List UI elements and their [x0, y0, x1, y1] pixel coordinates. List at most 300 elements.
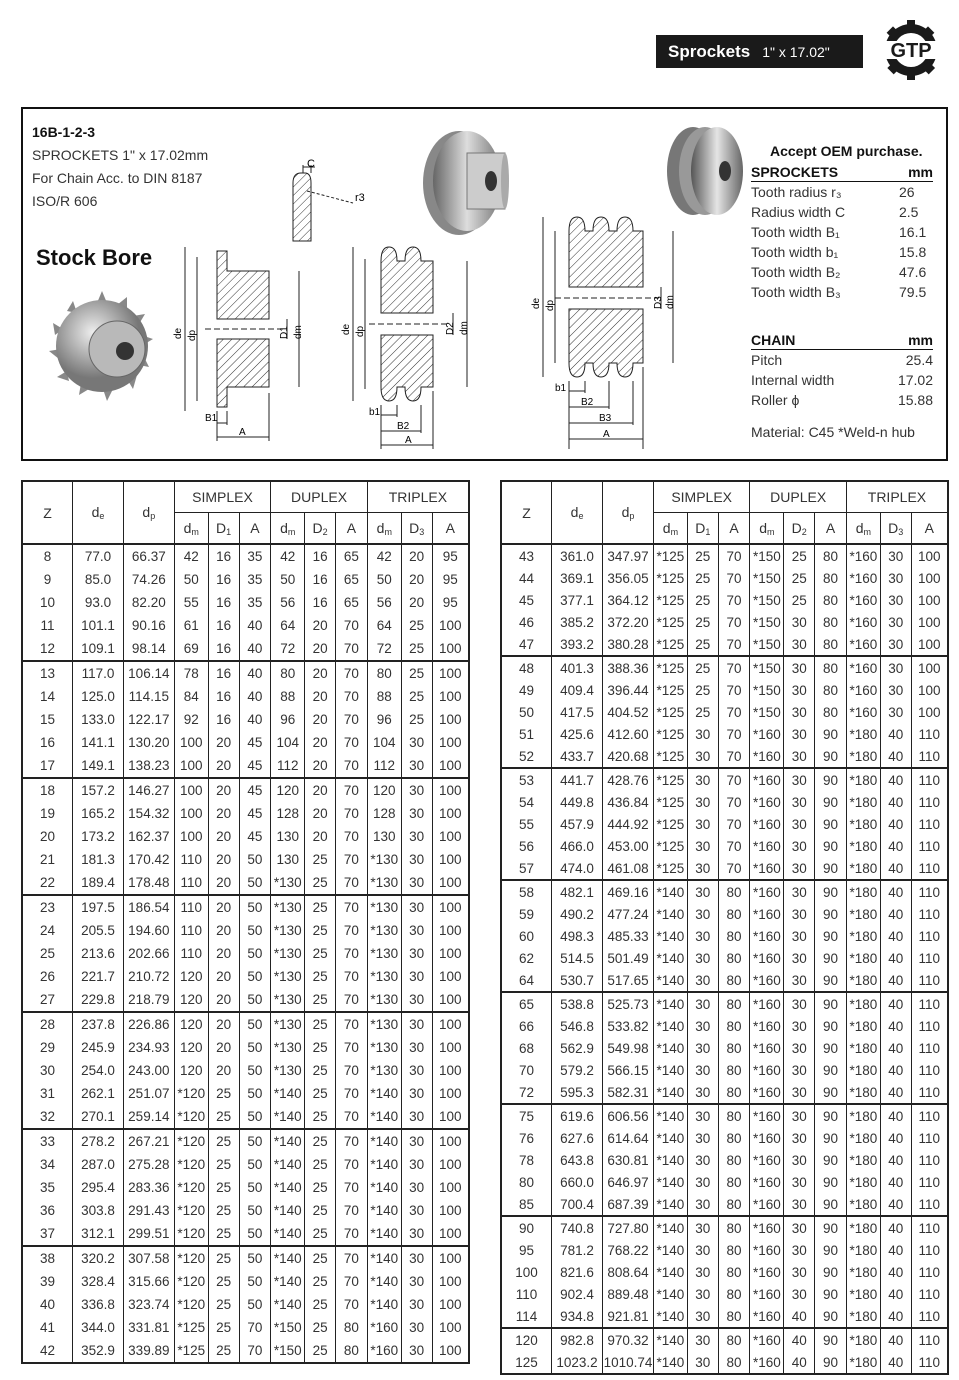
table-cell: *160 [750, 723, 784, 745]
table-cell: 30 [401, 1222, 432, 1246]
table-cell: 16 [208, 614, 239, 637]
table-cell: 40 [880, 745, 911, 768]
table-cell: 30 [401, 1316, 432, 1339]
table-cell: *125 [653, 567, 687, 589]
table-cell: *140 [271, 1153, 305, 1176]
table-cell: 1023.2 [552, 1351, 603, 1374]
table-cell: 40 [880, 880, 911, 903]
table-cell: 25 [687, 679, 718, 701]
table-cell: 25 [22, 942, 73, 965]
table-cell: 90 [815, 880, 847, 903]
table-cell: 76 [501, 1127, 552, 1149]
table-cell: 11 [22, 614, 73, 637]
col-a: A [239, 513, 271, 545]
table-cell: *125 [653, 544, 687, 567]
table-cell: 90 [815, 1351, 847, 1374]
table-cell: 902.4 [552, 1283, 603, 1305]
table-row [501, 1059, 948, 1081]
table-cell: *180 [846, 1351, 880, 1374]
table-cell: *125 [653, 857, 687, 880]
col-triplex: TRIPLEX [846, 481, 948, 513]
table-cell: 687.39 [602, 1193, 653, 1216]
table-cell: *140 [367, 1270, 401, 1293]
table-cell: 70 [718, 611, 750, 633]
table-cell: *140 [367, 1129, 401, 1153]
table-cell: 30 [784, 768, 815, 791]
table-cell: 768.22 [602, 1239, 653, 1261]
table-cell: 30 [784, 701, 815, 723]
table-cell: 51 [501, 723, 552, 745]
table-cell: 385.2 [552, 611, 603, 633]
table-cell: *140 [653, 1037, 687, 1059]
table-cell: 114 [501, 1305, 552, 1328]
table-cell: 396.44 [602, 679, 653, 701]
table-cell: 30 [401, 1339, 432, 1363]
table-cell: 60 [501, 925, 552, 947]
table-cell: *130 [271, 1036, 305, 1059]
table-cell: *140 [653, 1239, 687, 1261]
table-cell: 95 [432, 568, 469, 591]
table-cell: *160 [846, 633, 880, 656]
table-cell: 70 [336, 614, 368, 637]
table-cell: 25 [401, 637, 432, 661]
table-cell: 323.74 [123, 1293, 174, 1316]
table-cell: 627.6 [552, 1127, 603, 1149]
table-cell: 80 [718, 1239, 750, 1261]
table-cell: 23 [22, 895, 73, 919]
table-cell: 352.9 [73, 1339, 124, 1363]
table-cell: 30 [880, 633, 911, 656]
table-cell: *160 [750, 1037, 784, 1059]
table-cell: 70 [336, 942, 368, 965]
table-cell: 70 [336, 1012, 368, 1036]
table-cell: 50 [239, 1222, 271, 1246]
table-cell: 47 [501, 633, 552, 656]
table-cell: *180 [846, 1015, 880, 1037]
table-cell: 20 [305, 708, 336, 731]
table-cell: 344.0 [73, 1316, 124, 1339]
table-cell: 40 [880, 969, 911, 992]
table-cell: 50 [271, 568, 305, 591]
table-cell: 30 [687, 1081, 718, 1104]
col-dp: dp [602, 481, 653, 544]
table-cell: 262.1 [73, 1082, 124, 1105]
table-row [22, 661, 469, 685]
table-cell: 982.8 [552, 1328, 603, 1351]
table-cell: 307.58 [123, 1246, 174, 1270]
table-cell: 30 [687, 1216, 718, 1239]
table-cell: 50 [239, 942, 271, 965]
table-row [501, 567, 948, 589]
table-cell: 80 [718, 1193, 750, 1216]
table-cell: 80 [271, 661, 305, 685]
table-cell: 30 [784, 1283, 815, 1305]
table-cell: *120 [174, 1246, 208, 1270]
table-cell: 50 [239, 1153, 271, 1176]
table-cell: 16 [22, 731, 73, 754]
table-cell: 50 [239, 895, 271, 919]
table-cell: 25 [305, 1339, 336, 1363]
table-cell: *120 [174, 1199, 208, 1222]
table-row [501, 768, 948, 791]
table-cell: 90 [815, 791, 847, 813]
table-cell: *180 [846, 925, 880, 947]
table-cell: 30 [784, 1059, 815, 1081]
table-cell: 16 [208, 544, 239, 568]
table-cell: 100 [432, 895, 469, 919]
simplex-section-drawing [175, 243, 315, 443]
table-cell: 630.81 [602, 1149, 653, 1171]
table-cell: 70 [336, 895, 368, 919]
table-cell: *150 [750, 589, 784, 611]
table-cell: 109.1 [73, 637, 124, 661]
table-row [22, 965, 469, 988]
table-cell: 202.66 [123, 942, 174, 965]
table-cell: *140 [653, 1081, 687, 1104]
table-cell: *160 [750, 1216, 784, 1239]
table-cell: 110 [174, 919, 208, 942]
table-cell: 110 [911, 745, 948, 768]
table-cell: 95 [432, 591, 469, 614]
table-row [22, 1293, 469, 1316]
table-cell: 25 [687, 611, 718, 633]
table-cell: 110 [911, 1104, 948, 1127]
table-cell: 328.4 [73, 1270, 124, 1293]
table-cell: 369.1 [552, 567, 603, 589]
table-cell: 377.1 [552, 589, 603, 611]
table-cell: *160 [750, 992, 784, 1015]
table-cell: 221.7 [73, 965, 124, 988]
table-cell: 70 [336, 1270, 368, 1293]
table-row [501, 679, 948, 701]
table-cell: 30 [784, 903, 815, 925]
table-cell: 110 [911, 925, 948, 947]
chain-spec-label: Roller ϕ [751, 392, 800, 408]
table-cell: 80 [815, 633, 847, 656]
table-cell: 70 [336, 1082, 368, 1105]
table-cell: *180 [846, 857, 880, 880]
table-cell: *125 [653, 633, 687, 656]
table-cell: 40 [880, 1104, 911, 1127]
table-cell: 20 [22, 825, 73, 848]
table-cell: 30 [401, 1129, 432, 1153]
table-cell: 100 [174, 802, 208, 825]
table-cell: 110 [911, 1059, 948, 1081]
table-cell: 65 [501, 992, 552, 1015]
table-cell: 40 [880, 857, 911, 880]
table-cell: 80 [718, 1081, 750, 1104]
table-cell: 278.2 [73, 1129, 124, 1153]
table-cell: 34 [22, 1153, 73, 1176]
label-dp: dp [355, 325, 366, 337]
table-cell: 30 [784, 1216, 815, 1239]
table-cell: 45 [239, 825, 271, 848]
sprocket-photo-duplex [419, 123, 509, 241]
table-cell: 70 [336, 1059, 368, 1082]
col-d1: D1 [208, 513, 239, 545]
table-cell: 130 [271, 848, 305, 871]
table-cell: *160 [846, 589, 880, 611]
table-cell: 90 [815, 1305, 847, 1328]
label-b2: B2 [397, 421, 410, 432]
table-cell: 72 [367, 637, 401, 661]
table-cell: 25 [208, 1293, 239, 1316]
table-cell: 30 [784, 1104, 815, 1127]
table-cell: 20 [208, 919, 239, 942]
product-line: SPROCKETS 1" x 17.02mm [32, 147, 209, 163]
table-cell: 30 [401, 1293, 432, 1316]
table-cell: 213.6 [73, 942, 124, 965]
table-cell: *180 [846, 1081, 880, 1104]
chain-spec-value: 17.02 [897, 372, 933, 388]
table-cell: 110 [911, 880, 948, 903]
table-cell: 74.26 [123, 568, 174, 591]
table-cell: 20 [401, 568, 432, 591]
table-cell: 75 [501, 1104, 552, 1127]
table-cell: 234.93 [123, 1036, 174, 1059]
table-cell: 70 [336, 685, 368, 708]
table-cell: 30 [401, 1059, 432, 1082]
table-cell: 40 [784, 1305, 815, 1328]
table-cell: 37 [22, 1222, 73, 1246]
table-cell: *140 [367, 1199, 401, 1222]
table-cell: 95 [501, 1239, 552, 1261]
table-cell: *160 [750, 835, 784, 857]
table-cell: 35 [22, 1176, 73, 1199]
table-cell: 69 [174, 637, 208, 661]
table-cell: *130 [271, 1012, 305, 1036]
table-cell: 80 [815, 589, 847, 611]
table-cell: *120 [174, 1105, 208, 1129]
table-cell: 90 [815, 1037, 847, 1059]
table-cell: 461.08 [602, 857, 653, 880]
table-cell: *125 [653, 813, 687, 835]
table-cell: 267.21 [123, 1129, 174, 1153]
table-cell: 110 [911, 1261, 948, 1283]
table-cell: 466.0 [552, 835, 603, 857]
table-cell: 22 [22, 871, 73, 895]
table-row [501, 1149, 948, 1171]
table-cell: 245.9 [73, 1036, 124, 1059]
table-cell: 25 [305, 1246, 336, 1270]
table-cell: 30 [784, 633, 815, 656]
table-cell: 54 [501, 791, 552, 813]
table-cell: 254.0 [73, 1059, 124, 1082]
table-row [22, 871, 469, 895]
table-cell: 25 [305, 942, 336, 965]
table-cell: 30 [401, 871, 432, 895]
table-cell: 25 [305, 988, 336, 1012]
table-cell: 70 [336, 1199, 368, 1222]
table-cell: 20 [401, 544, 432, 568]
oem-note: Accept OEM purchase. [770, 143, 923, 159]
table-cell: 50 [239, 965, 271, 988]
table-cell: 291.43 [123, 1199, 174, 1222]
table-cell: 85.0 [73, 568, 124, 591]
table-cell: 90 [815, 745, 847, 768]
table-cell: 40 [880, 1216, 911, 1239]
table-cell: 100 [432, 1129, 469, 1153]
table-cell: 80 [336, 1316, 368, 1339]
table-cell: 100 [432, 731, 469, 754]
table-cell: 100 [432, 1246, 469, 1270]
table-cell: *160 [750, 1351, 784, 1374]
table-cell: *150 [750, 633, 784, 656]
table-cell: 498.3 [552, 925, 603, 947]
table-cell: 181.3 [73, 848, 124, 871]
table-cell: 40 [880, 992, 911, 1015]
table-cell: 95 [432, 544, 469, 568]
label-b3: B3 [599, 413, 612, 424]
table-cell: 25 [784, 567, 815, 589]
table-cell: 68 [501, 1037, 552, 1059]
table-cell: 30 [401, 1082, 432, 1105]
table-cell: 20 [208, 1036, 239, 1059]
table-cell: 70 [239, 1316, 271, 1339]
table-cell: 101.1 [73, 614, 124, 637]
table-cell: 16 [208, 685, 239, 708]
table-cell: 474.0 [552, 857, 603, 880]
table-cell: 70 [336, 1153, 368, 1176]
table-cell: *160 [750, 1059, 784, 1081]
table-cell: 30 [687, 969, 718, 992]
table-cell: 100 [432, 685, 469, 708]
table-cell: 40 [880, 813, 911, 835]
chain-spec-label: Internal width [751, 372, 835, 388]
table-cell: 100 [174, 825, 208, 848]
col-z: Z [22, 481, 73, 544]
table-cell: 40 [880, 1193, 911, 1216]
table-cell: 30 [784, 969, 815, 992]
table-cell: 49 [501, 679, 552, 701]
table-cell: 299.51 [123, 1222, 174, 1246]
table-cell: 20 [305, 614, 336, 637]
table-cell: 530.7 [552, 969, 603, 992]
table-row [501, 835, 948, 857]
col-dm: dm [271, 513, 305, 545]
table-cell: 303.8 [73, 1199, 124, 1222]
table-cell: 120 [174, 1036, 208, 1059]
table-cell: 20 [208, 871, 239, 895]
table-row [501, 544, 948, 567]
table-cell: 25 [208, 1176, 239, 1199]
table-cell: 30 [784, 1015, 815, 1037]
table-row [22, 637, 469, 661]
label-a: A [405, 435, 412, 446]
table-cell: 45 [239, 802, 271, 825]
table-cell: 469.16 [602, 880, 653, 903]
duplex-section-drawing [335, 241, 485, 451]
table-cell: 90 [815, 992, 847, 1015]
table-cell: 100 [432, 825, 469, 848]
table-cell: 30 [401, 754, 432, 778]
table-cell: 64 [367, 614, 401, 637]
table-cell: 25 [305, 1082, 336, 1105]
table-cell: 194.60 [123, 919, 174, 942]
table-row [22, 778, 469, 802]
table-cell: 80 [815, 701, 847, 723]
table-cell: 110 [911, 1037, 948, 1059]
col-a: A [718, 513, 750, 545]
table-cell: 70 [336, 848, 368, 871]
table-cell: *120 [174, 1153, 208, 1176]
table-cell: 80 [718, 947, 750, 969]
col-a: A [336, 513, 368, 545]
table-cell: *160 [750, 947, 784, 969]
table-cell: 110 [911, 969, 948, 992]
table-cell: 218.79 [123, 988, 174, 1012]
table-cell: 157.2 [73, 778, 124, 802]
table-row [501, 1104, 948, 1127]
table-row [501, 589, 948, 611]
table-row [22, 1036, 469, 1059]
table-cell: 100 [174, 731, 208, 754]
sprocket-spec-label: Tooth width b₁ [751, 244, 839, 260]
product-line: ISO/R 606 [32, 193, 98, 209]
table-cell: 50 [239, 1082, 271, 1105]
table-cell: 16 [208, 708, 239, 731]
table-cell: 80 [718, 1351, 750, 1374]
table-cell: *140 [271, 1129, 305, 1153]
table-cell: 40 [880, 1127, 911, 1149]
table-cell: 20 [305, 778, 336, 802]
table-row [501, 701, 948, 723]
table-cell: 50 [239, 1059, 271, 1082]
table-cell: 90 [815, 969, 847, 992]
unit-label: mm [908, 164, 933, 180]
col-dm: dm [367, 513, 401, 545]
col-d3: D3 [401, 513, 432, 545]
col-dm: dm [174, 513, 208, 545]
table-row [22, 1012, 469, 1036]
table-row [501, 1328, 948, 1351]
table-cell: 100 [432, 988, 469, 1012]
table-cell: 889.48 [602, 1283, 653, 1305]
col-d1: D1 [687, 513, 718, 545]
table-cell: 420.68 [602, 745, 653, 768]
table-cell: *125 [653, 768, 687, 791]
table-cell: *140 [271, 1222, 305, 1246]
table-cell: 31 [22, 1082, 73, 1105]
table-cell: 110 [911, 1015, 948, 1037]
table-cell: 25 [208, 1222, 239, 1246]
table-cell: *125 [653, 656, 687, 679]
table-row [501, 791, 948, 813]
table-cell: 210.72 [123, 965, 174, 988]
table-cell: *180 [846, 1127, 880, 1149]
table-cell: 43 [501, 544, 552, 567]
table-cell: *140 [653, 1059, 687, 1081]
table-cell: 80 [718, 1328, 750, 1351]
table-cell: 42 [174, 544, 208, 568]
table-cell: 80 [815, 544, 847, 567]
table-cell: *125 [174, 1316, 208, 1339]
table-cell: 16 [305, 544, 336, 568]
table-cell: 110 [174, 942, 208, 965]
table-cell: *140 [653, 1104, 687, 1127]
table-cell: 20 [305, 637, 336, 661]
table-cell: 25 [305, 1293, 336, 1316]
table-cell: 80 [367, 661, 401, 685]
table-row [501, 633, 948, 656]
table-cell: *160 [750, 1104, 784, 1127]
table-cell: 80 [718, 1127, 750, 1149]
table-cell: 20 [208, 825, 239, 848]
table-cell: 48 [501, 656, 552, 679]
table-row [22, 1222, 469, 1246]
table-cell: 141.1 [73, 731, 124, 754]
table-cell: *130 [367, 942, 401, 965]
